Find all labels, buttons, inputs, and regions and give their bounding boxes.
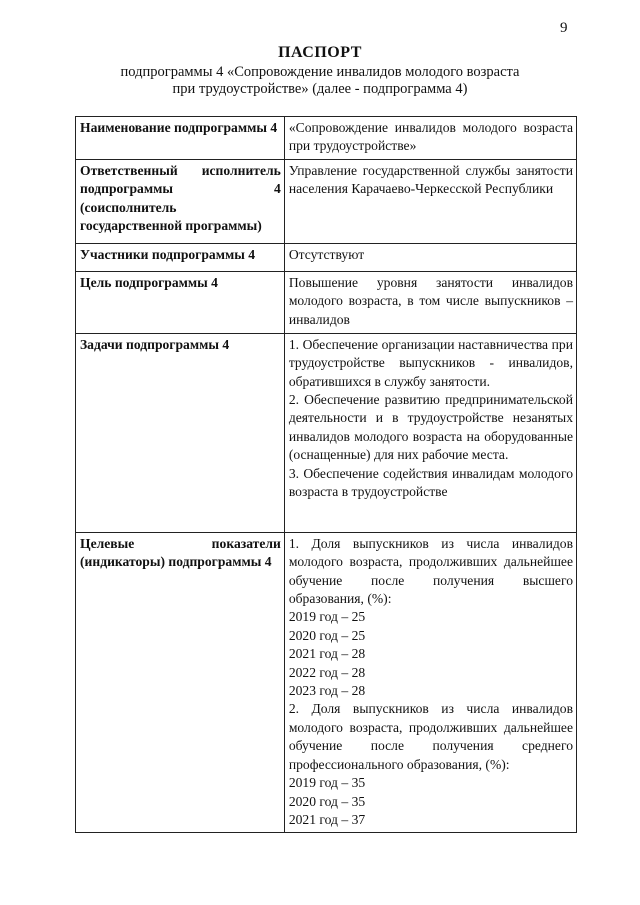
row-value: [284, 117, 576, 160]
table-row-tasks: [76, 333, 577, 532]
document-subtitle: [80, 64, 560, 98]
table-row-participants: [76, 243, 577, 271]
table-row-name: [76, 117, 577, 160]
row-value-text: Повышение уровня занятости инвалидов молодого возраста, в том числе выпускников – инвалидов: [288, 274, 573, 327]
passport-table: [75, 116, 577, 833]
indicator-year-value: 2021 год – 28: [288, 646, 366, 662]
subtitle-line-2: при трудоустройстве» (далее - подпрограмма 4): [172, 81, 468, 97]
indicator-year-value: 2019 год – 35: [288, 775, 366, 791]
table-row-indicators: [76, 532, 577, 833]
task-item: 2. Обеспечение развитию предпринимательской деятельности и в трудоустройстве незанятых инвалидов молодого возраста на оборудованные (оснащенные) для них рабочие места.: [288, 392, 573, 463]
row-label: Задачи подпрограммы 4: [76, 333, 285, 532]
row-value: [284, 333, 576, 532]
row-label: Наименование подпрограммы 4: [76, 117, 285, 160]
indicator-year-value: 2022 год – 28: [288, 664, 366, 680]
document-title: ПАСПОРТ: [278, 44, 362, 61]
row-value: [284, 532, 576, 833]
row-label: Ответственный исполнитель подпрограммы 4 (соисполнитель государственной программы): [76, 159, 285, 243]
indicator-year-value: 2021 год – 37: [288, 811, 366, 827]
row-value: [284, 159, 576, 243]
row-value: [284, 243, 576, 271]
indicator-year-value: 2020 год – 35: [288, 793, 366, 809]
row-value-text: Управление государственной службы занятости населения Карачаево-Черкесской Республики: [288, 162, 573, 197]
task-item: 1. Обеспечение организации наставничества при трудоустройстве выпускников - инвалидов, обратившихся в службу занятости.: [288, 336, 573, 389]
indicator-year-value: 2019 год – 25: [288, 609, 366, 625]
row-value-text: «Сопровождение инвалидов молодого возраста при трудоустройстве»: [288, 120, 573, 154]
table-row-executor: [76, 159, 577, 243]
indicator-year-value: 2023 год – 28: [288, 683, 366, 699]
subtitle-line-1: подпрограммы 4 «Сопровождение инвалидов молодого возраста: [120, 64, 520, 80]
row-label: Целевые показатели (индикаторы) подпрограммы 4: [76, 532, 285, 833]
row-label: Цель подпрограммы 4: [76, 271, 285, 333]
row-value-text: Отсутствуют: [288, 246, 365, 262]
row-label: Участники подпрограммы 4: [76, 243, 285, 271]
row-value: [284, 271, 576, 333]
indicator-item: 1. Доля выпускников из числа инвалидов молодого возраста, продолживших дальнейшее обучение после получения высшего образования, (%):: [288, 535, 573, 607]
indicator-item: 2. Доля выпускников из числа инвалидов молодого возраста, продолживших дальнейшее обучение после получения среднего профессионального образования, (%):: [288, 701, 573, 772]
page-number: 9: [560, 20, 568, 36]
indicator-year-value: 2020 год – 25: [288, 627, 366, 643]
task-item: 3. Обеспечение содействия инвалидам молодого возраста в трудоустройстве: [288, 465, 573, 500]
table-row-goal: [76, 271, 577, 333]
